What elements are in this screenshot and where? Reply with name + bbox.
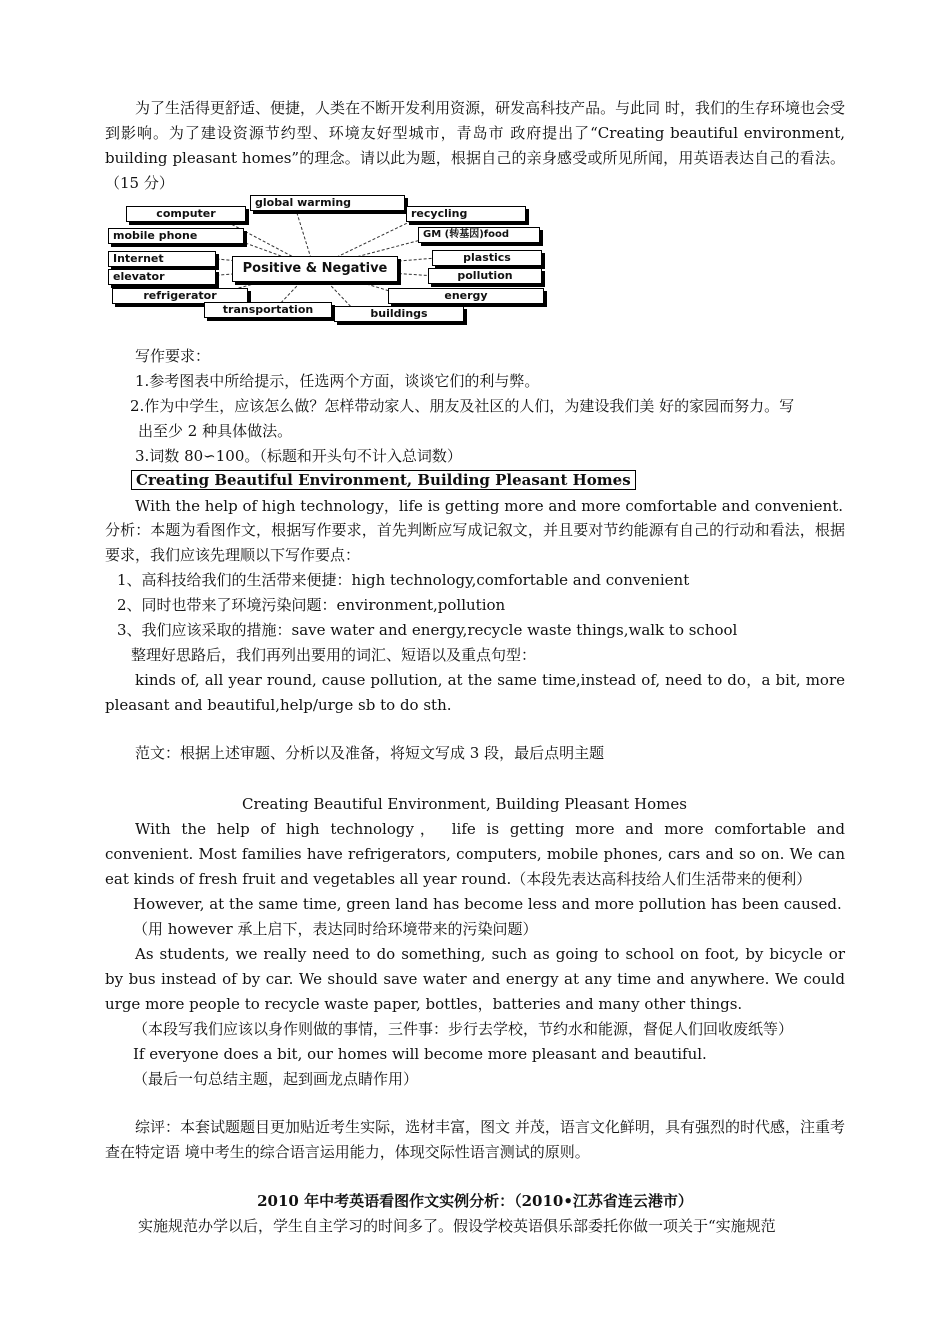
label-buildings: buildings (334, 306, 464, 322)
essay-title-row (131, 468, 636, 493)
vocab-intro: 整理好思路后，我们再列出要用的词汇、短语以及重点句型： (131, 646, 537, 664)
requirements-heading: 写作要求： (135, 347, 211, 365)
label-energy: energy (388, 288, 544, 304)
model-title: Creating Beautiful Environment, Building Pleasant Homes (242, 795, 687, 813)
opening-sentence: With the help of high technology，life is getting more and more comfortable and convenient. (135, 497, 844, 515)
review-paragraph: 综评：本套试题题目更加贴近考生实际，选材丰富，图文 并茂，语言文化鲜明，具有强烈的时代感，注重考查在特定语 境中考生的综合语言运用能力，体现交际性语言测试的原则。 (105, 1118, 845, 1161)
model-paragraph-4: If everyone does a bit, our homes will become more pleasant and beautiful. (133, 1045, 707, 1063)
section-2-text: 实施规范办学以后，学生自主学习的时间多了。假设学校英语俱乐部委托你做一项关于“实施规范 (138, 1217, 776, 1235)
model-note-3: （本段写我们应该以身作则做的事情，三件事：步行去学校，节约水和能源，督促人们回收废纸等） (133, 1020, 794, 1038)
requirement-item-2b: 出至少 2 种具体做法。 (138, 422, 293, 440)
label-elevator: elevator (108, 269, 216, 285)
label-internet: Internet (108, 251, 216, 267)
diagram-center-label: Positive & Negative (232, 256, 398, 282)
label-global-warming: global warming (250, 195, 405, 211)
intro-paragraph: 为了生活得更舒适、便捷，人类在不断开发利用资源，研发高科技产品。与此同 时，我们的生存环境也会受到影响。为了建设资源节约型、环境友好型城市，青岛市 政府提出了“Creating beautiful environment, building pleasant homes”的理念。请以此为题，根据自己的亲身感受或所见所闻，用英语表达自己的看法。（15 分） (105, 99, 845, 192)
requirement-item-3: 3.词数 80∽100。（标题和开头句不计入总词数） (135, 447, 462, 465)
label-pollution: pollution (428, 268, 542, 284)
analysis-point-1: 1、高科技给我们的生活带来便捷：high technology,comfortable and convenient (117, 571, 690, 589)
analysis-point-3: 3、我们应该采取的措施：save water and energy,recycle waste things,walk to school (117, 621, 738, 639)
label-plastics: plastics (432, 250, 542, 266)
requirement-item-1: 1.参考图表中所给提示，任选两个方面，谈谈它们的利与弊。 (135, 372, 540, 390)
vocab-list: kinds of, all year round, cause pollution, at the same time,instead of, need to do，a bit, more pleasant and beautiful,help/urge sb to do sth. (105, 671, 845, 714)
model-note-2: （用 however 承上启下，表达同时给环境带来的污染问题） (133, 920, 538, 938)
requirement-item-2a: 2.作为中学生，应该怎么做？怎样带动家人、朋友及社区的人们，为建设我们美 好的家园而努力。写 (130, 397, 795, 415)
section-2-heading: 2010 年中考英语看图作文实例分析：（2010•江苏省连云港市） (257, 1192, 693, 1210)
analysis-point-2: 2、同时也带来了环境污染问题：environment,pollution (117, 596, 506, 614)
label-computer: computer (126, 206, 246, 222)
model-intro: 范文：根据上述审题、分析以及准备，将短文写成 3 段，最后点明主题 (135, 744, 605, 762)
label-recycling: recycling (406, 206, 526, 222)
model-note-4: （最后一句总结主题，起到画龙点睛作用） (133, 1070, 419, 1088)
label-refrigerator: refrigerator (112, 288, 248, 304)
model-paragraph-2: However, at the same time, green land has become less and more pollution has been caused. (133, 895, 842, 913)
essay-title-box: Creating Beautiful Environment, Building Pleasant Homes (131, 470, 636, 490)
mind-map-diagram (106, 194, 546, 330)
label-mobile-phone: mobile phone (108, 228, 244, 244)
label-gm-food: GM (转基因)food (418, 227, 540, 243)
analysis-intro: 分析：本题为看图作文，根据写作要求，首先判断应写成记叙文，并且要对节约能源有自己的行动和看法，根据要求，我们应该先理顺以下写作要点： (105, 521, 845, 564)
model-paragraph-1: With the help of high technology， life is getting more and more comfortable and convenient. Most families have refrigerators, computers, mobile phones, cars and so on. We can eat kinds of fresh fruit and vegetables all year round.（本段先表达高科技给人们生活带来的便利） (105, 820, 845, 888)
label-transportation: transportation (204, 302, 332, 318)
model-paragraph-3: As students, we really need to do something, such as going to school on foot, by bicycle or by bus instead of by car. We should save water and energy at any time and anywhere. We could urge more people to recycle waste paper, bottles，batteries and many other things. (105, 945, 845, 1013)
